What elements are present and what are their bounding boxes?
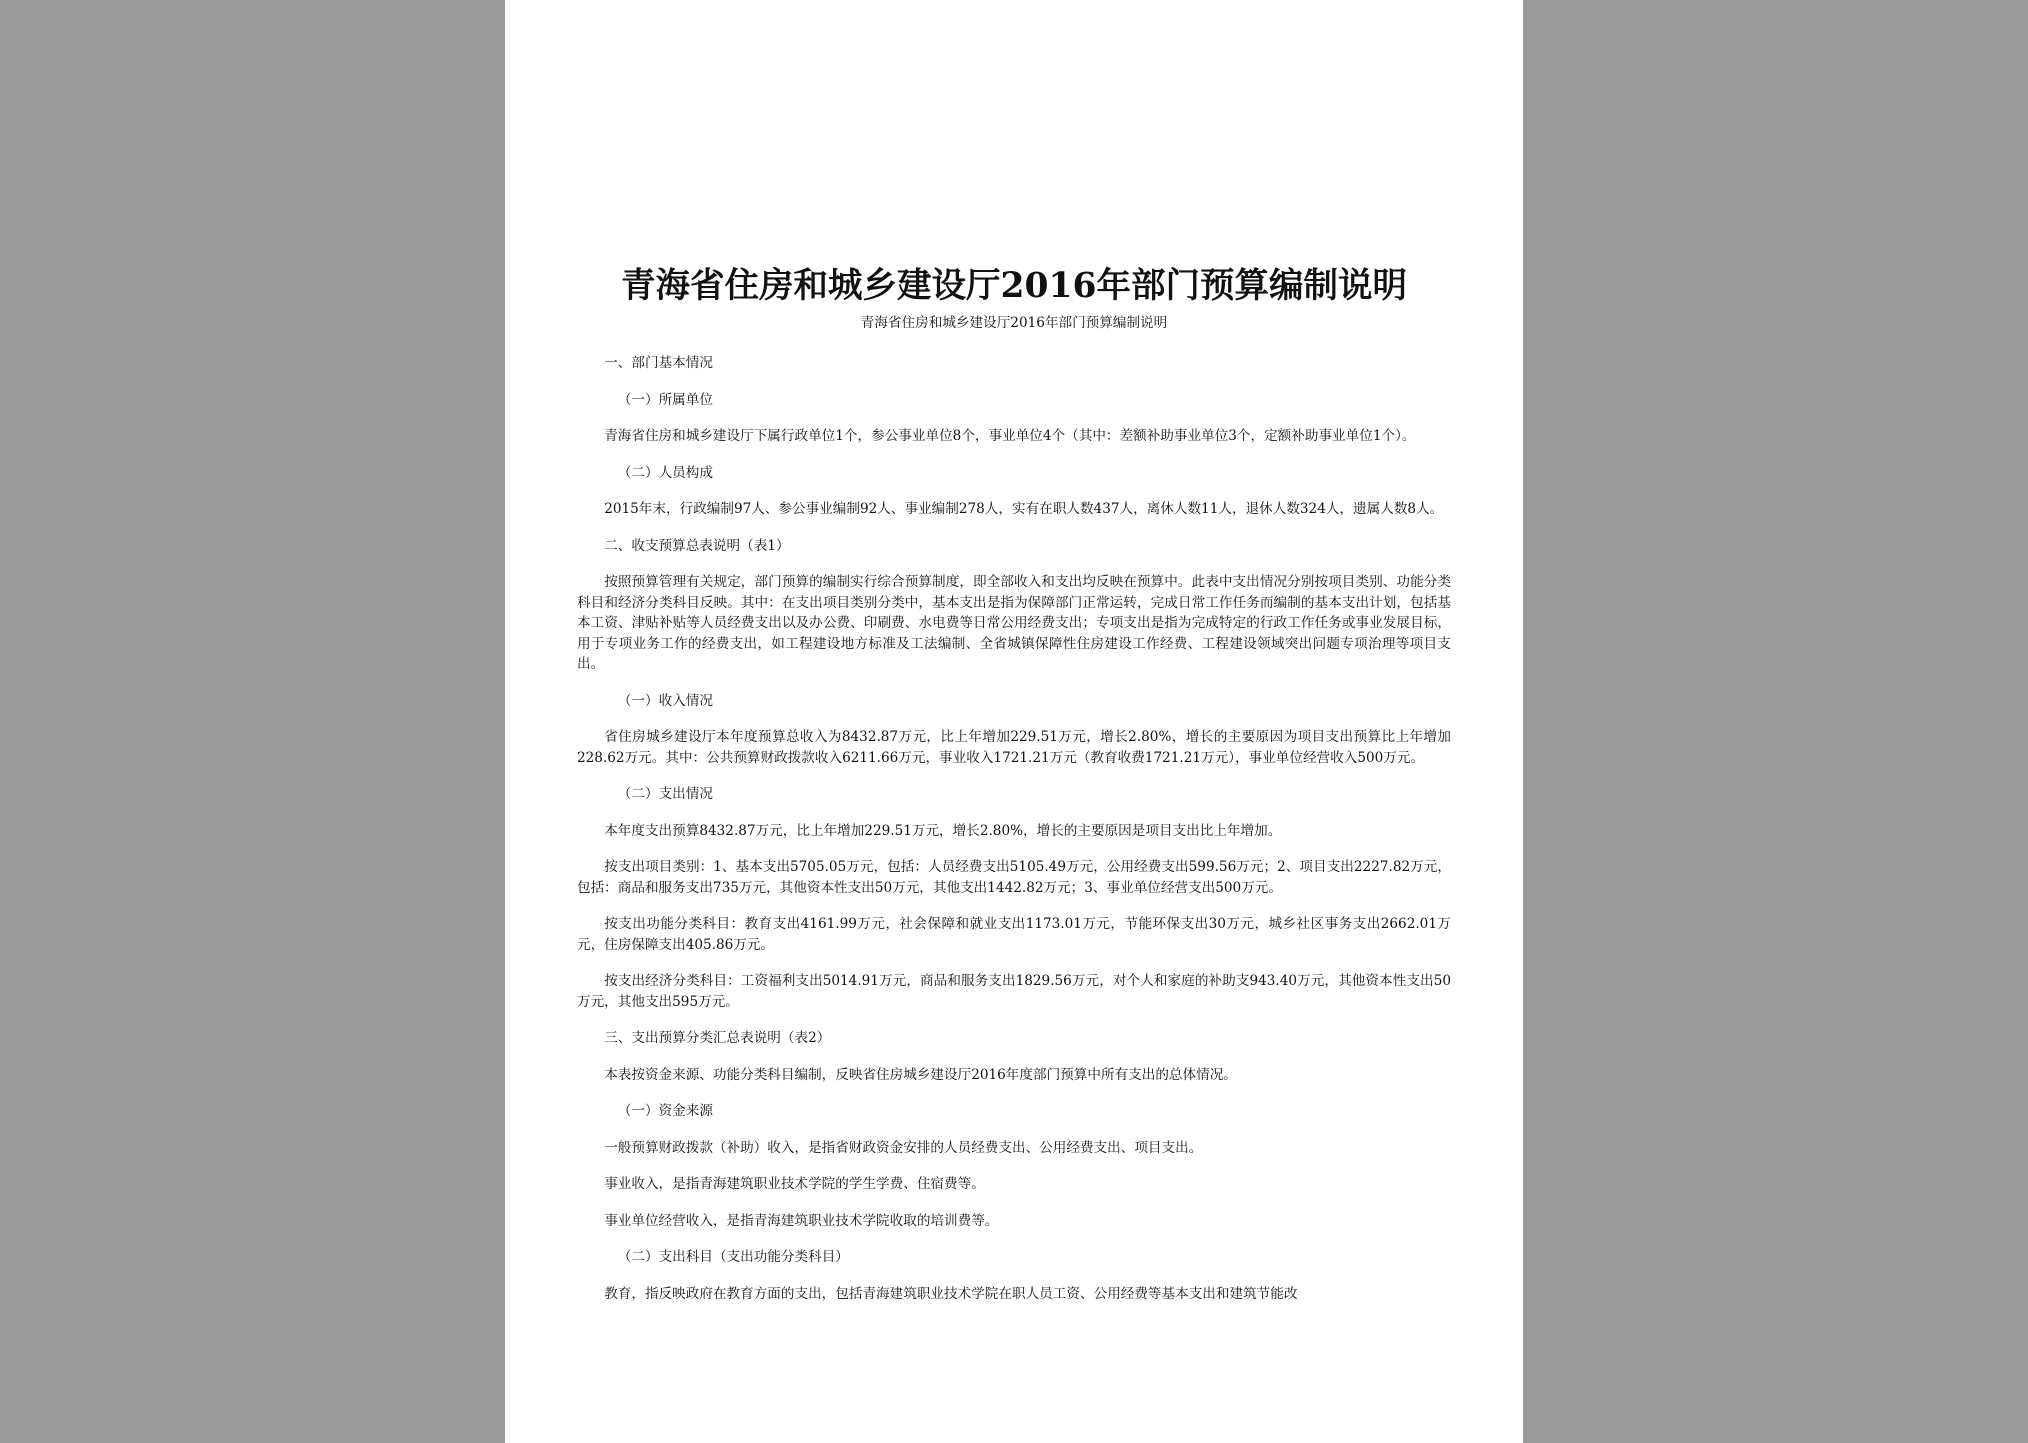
- document-page: [505, 0, 1523, 1443]
- subsection-heading: （二）支出情况: [617, 786, 713, 802]
- subsection-heading: （一）收入情况: [617, 692, 713, 709]
- paragraph: 一般预算财政拨款（补助）收入，是指省财政资金安排的人员经费支出、公用经费支出、项目支出。: [604, 1139, 1203, 1156]
- paragraph: 省住房城乡建设厅本年度预算总收入为8432.87万元，比上年增加229.51万元，增长2.80%，增长的主要原因为项目支出预算比上年增加228.62万元。其中：公共预算财政拨款收入6211.66万元，事业收入1721.21万元（教育收费1721.21万元），事业单位经营收入500万元。: [577, 729, 1451, 766]
- paragraph: 按支出项目类别：1、基本支出5705.05万元，包括：人员经费支出5105.49万元，公用经费支出599.56万元；2、项目支出2227.82万元，包括：商品和服务支出735万元，其他资本性支出50万元，其他支出1442.82万元；3、事业单位经营支出500万元。: [577, 859, 1451, 896]
- section-heading: 二、收支预算总表说明（表1）: [604, 537, 790, 554]
- subsection-heading: （一）资金来源: [617, 1103, 713, 1119]
- section-heading: 一、部门基本情况: [604, 355, 713, 371]
- paragraph: 按支出功能分类科目：教育支出4161.99万元，社会保障和就业支出1173.01万元，节能环保支出30万元，城乡社区事务支出2662.01万元，住房保障支出405.86万元。: [577, 916, 1451, 953]
- document-subtitle: 青海省住房和城乡建设厅2016年部门预算编制说明: [860, 315, 1168, 331]
- paragraph: 事业收入，是指青海建筑职业技术学院的学生学费、住宿费等。: [604, 1176, 985, 1192]
- paragraph: 本年度支出预算8432.87万元，比上年增加229.51万元，增长2.80%，增长的主要原因是项目支出比上年增加。: [604, 822, 1282, 839]
- subsection-heading: （二）支出科目（支出功能分类科目）: [617, 1249, 849, 1265]
- paragraph: 教育，指反映政府在教育方面的支出，包括青海建筑职业技术学院在职人员工资、公用经费等基本支出和建筑节能改: [604, 1285, 1298, 1302]
- paragraph: 本表按资金来源、功能分类科目编制，反映省住房城乡建设厅2016年度部门预算中所有支出的总体情况。: [604, 1066, 1237, 1083]
- paragraph: 事业单位经营收入，是指青海建筑职业技术学院收取的培训费等。: [604, 1212, 999, 1229]
- paragraph: 按支出经济分类科目：工资福利支出5014.91万元，商品和服务支出1829.56万元，对个人和家庭的补助支943.40万元，其他资本性支出50万元，其他支出595万元。: [577, 973, 1451, 1010]
- subsection-heading: （二）人员构成: [617, 464, 713, 481]
- paragraph: 青海省住房和城乡建设厅下属行政单位1个，参公事业单位8个，事业单位4个（其中：差额补助事业单位3个，定额补助事业单位1个）。: [604, 428, 1416, 444]
- paragraph: 2015年末，行政编制97人、参公事业编制92人、事业编制278人，实有在职人数437人，离休人数11人，退休人数324人，遗属人数8人。: [604, 501, 1444, 517]
- document-title: 青海省住房和城乡建设厅2016年部门预算编制说明: [620, 266, 1408, 306]
- subsection-heading: （一）所属单位: [617, 391, 713, 408]
- section-heading: 三、支出预算分类汇总表说明（表2）: [604, 1030, 831, 1046]
- paragraph: 按照预算管理有关规定，部门预算的编制实行综合预算制度，即全部收入和支出均反映在预算中。此表中支出情况分别按项目类别、功能分类科目和经济分类科目反映。其中：在支出项目类别分类中，基本支出是指为保障部门正常运转，完成日常工作任务而编制的基本支出计划，包括基本工资、津贴补贴等人员经费支出以及办公费、印刷费、水电费等日常公用经费支出；专项支出是指为完成特定的行政工作任务或事业发展目标，用于专项业务工作的经费支出，如工程建设地方标准及工法编制、全省城镇保障性住房建设工作经费、工程建设领域突出问题专项治理等项目支出。: [577, 574, 1451, 672]
